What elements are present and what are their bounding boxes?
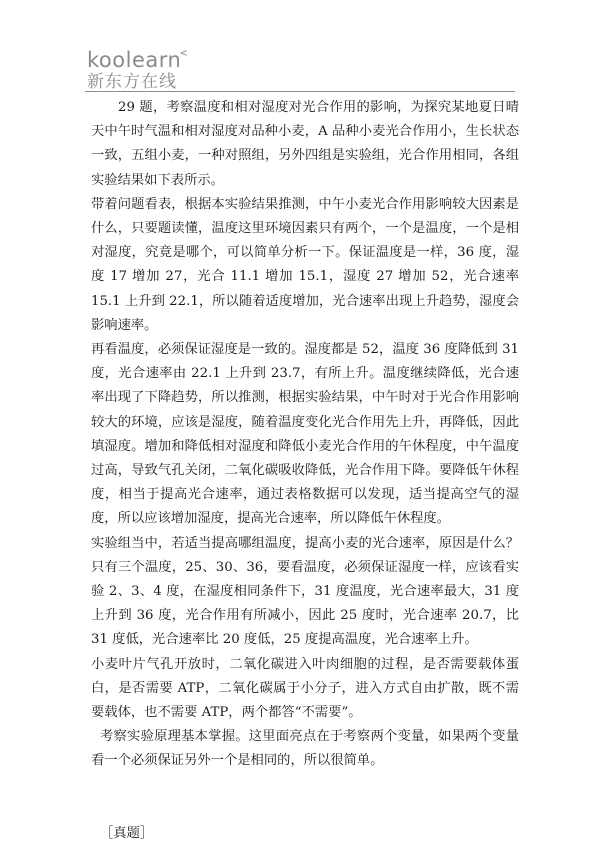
spacer [91,774,519,822]
header-divider [85,91,515,92]
page-header [87,50,517,92]
paragraph-experiment-group: 实验组当中，若适当提高哪组温度，提高小麦的光合速率，原因是什么？只有三个温度，25、30、36，要看温度，必须保证湿度一样，应该看实验 2、3、4 度，在湿度相同条件下，31 度温度，光合速率最大，31 度上升到 36 度，光合作用有所减小，因此 25 度时，光合速率 20.7，比 31 度低，光合速率比 20 度低，25 度提高温度，光合速率上升。 [91,535,519,648]
paragraph-humidity-analysis: 带着问题看表，根据本实验结果推测，中午小麦光合作用影响较大因素是什么，只要题读懂，温度这里环境因素只有两个，一个是温度，一个是相对湿度，究竟是哪个，可以简单分析一下。保证温度是一样，36 度，湿度 17 增加 27，光合 11.1 增加 15.1，湿度 27 增加 52，光合速率 15.1 上升到 22.1，所以随着适度增加，光合速率出现上升趋势，湿度会影响速率。 [91,196,519,333]
paragraph-question-intro: 29 题，考察温度和相对湿度对光合作用的影响，为探究某地夏日晴天中午时气温和相对湿度对品种小麦，A 品种小麦光合作用小，生长状态一致，五组小麦，一种对照组，另外四组是实验组，光合作用相同，各组实验结果如下表所示。 [91,100,519,188]
section-label-zhenti: ［真题］ [100,825,154,841]
paragraph-summary: 考察实验原理基本掌握。这里面亮点在于考察两个变量，如果两个变量看一个必须保证另外一个是相同的，所以很简单。 [91,729,519,769]
koolearn-logo [87,48,189,72]
document-body [91,96,519,846]
logo-chevron-icon: < [179,48,189,59]
paragraph-temperature-analysis: 再看温度，必须保证湿度是一致的。湿度都是 52，温度 36 度降低到 31 度，光合速率由 22.1 上升到 23.7，有所上升。温度继续降低，光合速率出现了下降趋势，所以推测，根据实验结果，中午时对于光合作用影响较大的环境，应该是湿度，随着温度变化光合作用先上升，再降低，因此填湿度。增加和降低相对湿度和降低小麦光合作用的午休程度，中午温度过高，导致气孔关闭，二氧化碳吸收降低，光合作用下降。要降低午休程度，相当于提高光合速率，通过表格数据可以发现，适当提高空气的湿度，所以应该增加湿度，提高光合速率，所以降低午休程度。 [91,342,519,527]
logo-text-en: koolearn [87,48,182,72]
logo-text-cn: 新东方在线 [87,72,177,92]
paragraph-co2-entry: 小麦叶片气孔开放时，二氧化碳进入叶肉细胞的过程，是否需要载体蛋白，是否需要 ATP，二氧化碳属于小分子，进入方式自由扩散，既不需要载体，也不需要 ATP，两个都答“不需要”。 [91,656,519,721]
